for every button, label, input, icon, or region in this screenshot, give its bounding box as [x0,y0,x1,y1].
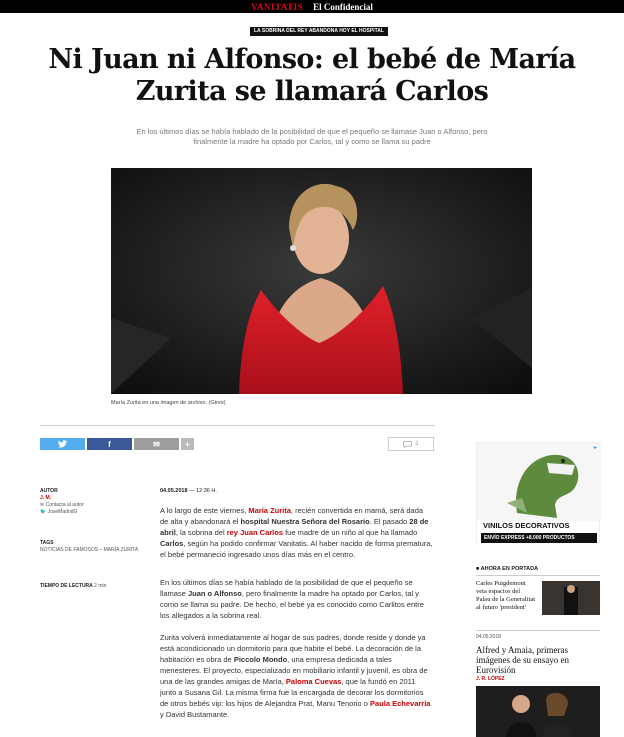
email-share-button[interactable] [134,438,179,450]
vanitatis-logo[interactable]: VANITATIS [251,1,304,12]
site-header [0,0,624,13]
email-icon: ✉ [153,439,160,449]
names-mentioned: Juan o Alfonso [187,589,242,598]
text: A lo largo de este viernes, [160,506,249,515]
facebook-icon: f [108,439,111,449]
text: y David Bustamante. [160,710,230,719]
link-paloma-cuevas[interactable]: Paloma Cuevas [285,677,342,686]
story-1-photo [542,581,600,615]
text: , la sobrina del [175,528,227,537]
time-value: 12:36 H. [196,488,217,494]
tags-block [40,540,140,554]
tags-list[interactable]: NOTICIAS DE FAMOSOS – MARÍA ZURITA [40,547,139,553]
text: , que la fundó en 2011 junto a Susana Gil. La misma firma fue la encargada de decorar los dormitorios de otros bebés vip: los hijos de Alejandra Prat, Manu Tenorio o [160,677,424,708]
article-paragraph-3 [160,632,433,720]
author-twitter-link[interactable]: 🐦 JoseMadridG [40,509,78,515]
text: , una empresa dedicada a tales menesteres. El proyecto, especializado en mobiliario infantil y juvenil, es obra de una de las grandes amigas de María, [160,655,428,686]
author-twitter-handle: JoseMadridG [47,509,78,515]
article-kicker: LA SOBRINA DEL REY ABANDONA HOY EL HOSPITAL [250,27,388,36]
contact-author-label: Contacta al autor [45,502,84,508]
article-photo [111,168,532,394]
author-block [40,488,84,516]
el-confidencial-logo[interactable]: El Confidencial [313,1,373,12]
link-rey-juan-carlos[interactable]: rey Juan Carlos [226,528,283,537]
divider [40,425,435,426]
piccolo-mondo: Piccolo Mondo [233,655,288,664]
article-subtitle: En los últimos días se había hablado de la posibilidad de que el pequeño se llamase Juan o Alfonso, pero finalmente la madre ha optado por Carlos, tal y como se llama su padre [136,127,488,146]
comments-count: 1 [415,441,419,447]
advertisement[interactable] [476,442,600,543]
article-date: 04.05.2018 — 12:36 H. [160,488,217,494]
link-maria-zurita[interactable]: María Zurita [248,506,291,515]
text: , recién convertida en mamá, será dada de alta y abandonará el [160,506,424,526]
date-value: 04.05.2018 [160,488,188,494]
ad-choices-icon[interactable]: ▸ [593,445,597,451]
text: , según ha podido confirmar Vanitatis. Al haber nacido de forma prematura, el bebé permaneció ingresado unos días más en el centro. [160,539,433,559]
tags-label: TAGS [40,540,54,546]
twitter-icon [58,440,67,448]
sidebar-story-2[interactable]: Alfred y Amaia, primeras imágenes de su ensayo en Eurovisión [476,645,569,675]
reading-time-value: 2 min [94,583,107,589]
text: . El pasado [369,517,410,526]
hospital-name: hospital Nuestra Señora del Rosario [240,517,370,526]
story-2-date: 04.05.2018 [476,634,502,640]
article-paragraph-1 [160,505,433,560]
comment-icon [403,441,412,448]
story-1-thumbnail[interactable] [542,581,600,615]
photo-illustration [111,168,532,394]
story-2-author[interactable]: J. R. LÓPEZ [476,676,505,682]
article-paragraph-2 [160,577,433,621]
text: , pero finalmente la madre ha optado por Carlos, tal y como se llama su padre. De hecho, el bebé ya es conocido como Carlitos entre los allegados a la sobrina real. [160,589,424,620]
ad-title: VINILOS DECORATIVOS [483,521,570,530]
more-share-button[interactable] [181,438,194,450]
story-2-photo [476,686,600,737]
reading-time-block [40,583,106,590]
text: fue madre de un niño al que ha llamado [283,528,418,537]
facebook-share-button[interactable] [87,438,132,450]
plus-icon: + [185,439,190,449]
article-title: Ni Juan ni Alfonso: el bebé de María Zurita se llamará Carlos [48,44,576,107]
dinosaur-ad-image [477,443,601,521]
reading-time-label: TIEMPO DE LECTURA [40,583,93,589]
twitter-share-button[interactable] [40,438,85,450]
link-paula-echevarria[interactable]: Paula Echevarría [370,699,431,708]
section-label: ■ AHORA EN PORTADA [476,566,539,572]
section-label-text: AHORA EN PORTADA [480,566,539,572]
author-label: AUTOR [40,488,58,494]
text: En los últimos días se había hablado de la posibilidad de que el pequeño se llamase [160,578,413,598]
contact-author-link[interactable]: ✉ Contacta al autor [40,502,84,508]
comments-button[interactable] [388,437,434,451]
baby-name: Carlos [160,539,184,548]
text: Zurita volverá inmediatamente al hogar de sus padres, donde reside y donde ya está acondicionado un dormitorio para que habite el bebé. La decoración de la habitación es obra de [160,633,426,664]
ad-tagline: ENVÍO EXPRESS +8.000 PRODUCTOS [481,533,597,543]
birth-date: 28 de abril [160,517,429,537]
photo-caption: María Zurita en una imagen de archivo. (Gtres) [111,400,226,406]
author-name[interactable]: J. M. [40,495,52,501]
story-2-thumbnail[interactable] [476,686,600,737]
sidebar-story-1[interactable]: Carles Puigdemont veta espacios del Palau de la Generalitat al futuro 'president' [476,580,536,611]
divider [476,630,600,631]
divider [476,575,600,576]
